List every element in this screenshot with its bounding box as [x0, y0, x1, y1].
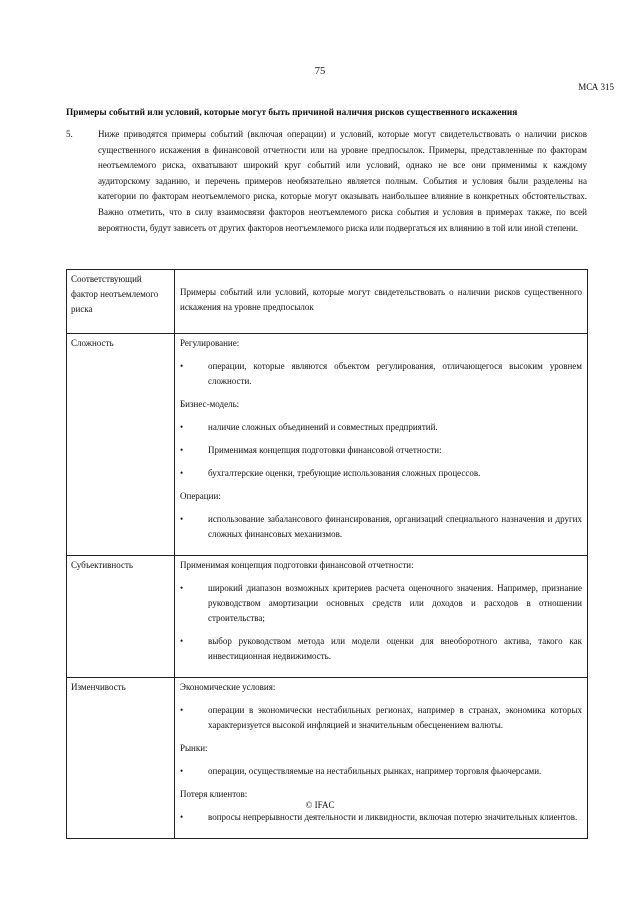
category-label: Потеря клиентов:: [180, 789, 248, 799]
category-label: Рынки:: [180, 743, 208, 753]
list-item-text: Применимая концепция подготовки финансовой отчетности:: [208, 445, 442, 455]
list-item: [180, 359, 582, 389]
factor-cell: Сложность: [67, 334, 175, 556]
category-label: Операции:: [180, 491, 221, 501]
bullet-marker: •: [180, 514, 184, 524]
risk-factors-table: [66, 269, 588, 839]
page-number: 75: [314, 66, 326, 77]
category-label: Бизнес-модель:: [180, 399, 240, 409]
table-row: [67, 556, 588, 678]
table-header-row: [67, 270, 588, 334]
category-label: Регулирование:: [180, 338, 240, 348]
factor-cell: Изменчивость: [67, 678, 175, 839]
list-item: [180, 466, 582, 481]
header-examples-cell: Примеры событий или условий, которые могут свидетельствовать о наличии рисков существенного искажения на уровне предпосылок: [175, 270, 588, 334]
bullet-marker: •: [180, 468, 184, 478]
list-item-text: бухгалтерские оценки, требующие использования сложных процессов.: [208, 468, 481, 478]
list-item-text: наличие сложных объединений и совместных предприятий.: [208, 422, 438, 432]
bullet-marker: •: [180, 766, 184, 776]
table-row: [67, 334, 588, 556]
category-label: Экономические условия:: [180, 682, 276, 692]
list-item-text: операции, осуществляемые на нестабильных рынках, например торговля фьючерсами.: [208, 766, 542, 776]
list-item: [180, 420, 582, 435]
category-label: Применимая концепция подготовки финансовой отчетности:: [180, 560, 414, 570]
list-item: [180, 443, 582, 458]
list-item: [180, 634, 582, 664]
header-factor-cell: Соответствующий фактор неотъемлемого риска: [67, 270, 175, 334]
paragraph: [66, 127, 587, 236]
list-item: [180, 703, 582, 733]
factor-cell: Субъективность: [67, 556, 175, 678]
bullet-marker: •: [180, 705, 184, 715]
table-row: [67, 678, 588, 839]
examples-cell: [175, 556, 588, 678]
list-item-text: использование забалансового финансирования, организаций специального назначения и других сложных финансовых механизмов.: [208, 514, 582, 539]
footer-copyright: © IFAC: [305, 800, 335, 810]
list-item-text: операции в экономически нестабильных регионах, например в странах, экономика которых характеризуется высокой инфляцией и значительным обесценением валюты.: [208, 705, 582, 730]
paragraph-text: Ниже приводятся примеры событий (включая операции) и условий, которые могут свидетельствовать о наличии рисков существенного искажения в финансовой отчетности или на уровне предпосылок. Примеры, представленные по факторам неотъемлемого риска, охватывают широкий круг событий или условий, однако не все они применимы к каждому аудиторскому заданию, и перечень примеров необязательно является полным. События и условия были разделены на категории по факторам неотъемлемого риска, которые могут оказывать наибольшее влияние в конкретных обстоятельствах. Важно отметить, что в силу взаимосвязи факторов неотъемлемого риска события и условия в примерах также, по всей вероятности, будут зависеть от других факторов неотъемлемого риска или подвергаться их влиянию в той или иной степени.: [98, 129, 587, 233]
list-item-text: широкий диапазон возможных критериев расчета оценочного значения. Например, признание руководством амортизации основных средств или доходов и расходов в отношении строительства;: [208, 583, 582, 623]
examples-cell: [175, 678, 588, 839]
bullet-marker: •: [180, 583, 184, 593]
bullet-marker: •: [180, 445, 184, 455]
list-item-text: операции, которые являются объектом регулирования, отличающегося высоким уровнем сложности.: [208, 361, 582, 386]
list-item: [180, 581, 582, 626]
list-item: [180, 764, 582, 779]
list-item-text: выбор руководством метода или модели оценки для внеоборотного актива, такого как инвестиционная недвижимость.: [208, 636, 582, 661]
bullet-marker: •: [180, 812, 184, 822]
list-item-text: вопросы непрерывности деятельности и ликвидности, включая потерю значительных клиентов.: [208, 812, 578, 822]
list-item: [180, 810, 582, 825]
list-item: [180, 512, 582, 542]
standard-code: МСА 315: [578, 82, 614, 92]
bullet-marker: •: [180, 361, 184, 371]
bullet-marker: •: [180, 422, 184, 432]
examples-cell: [175, 334, 588, 556]
paragraph-number: 5.: [66, 129, 73, 139]
bullet-marker: •: [180, 636, 184, 646]
section-heading: Примеры событий или условий, которые могут быть причиной наличия рисков существенного искажения: [66, 108, 518, 118]
